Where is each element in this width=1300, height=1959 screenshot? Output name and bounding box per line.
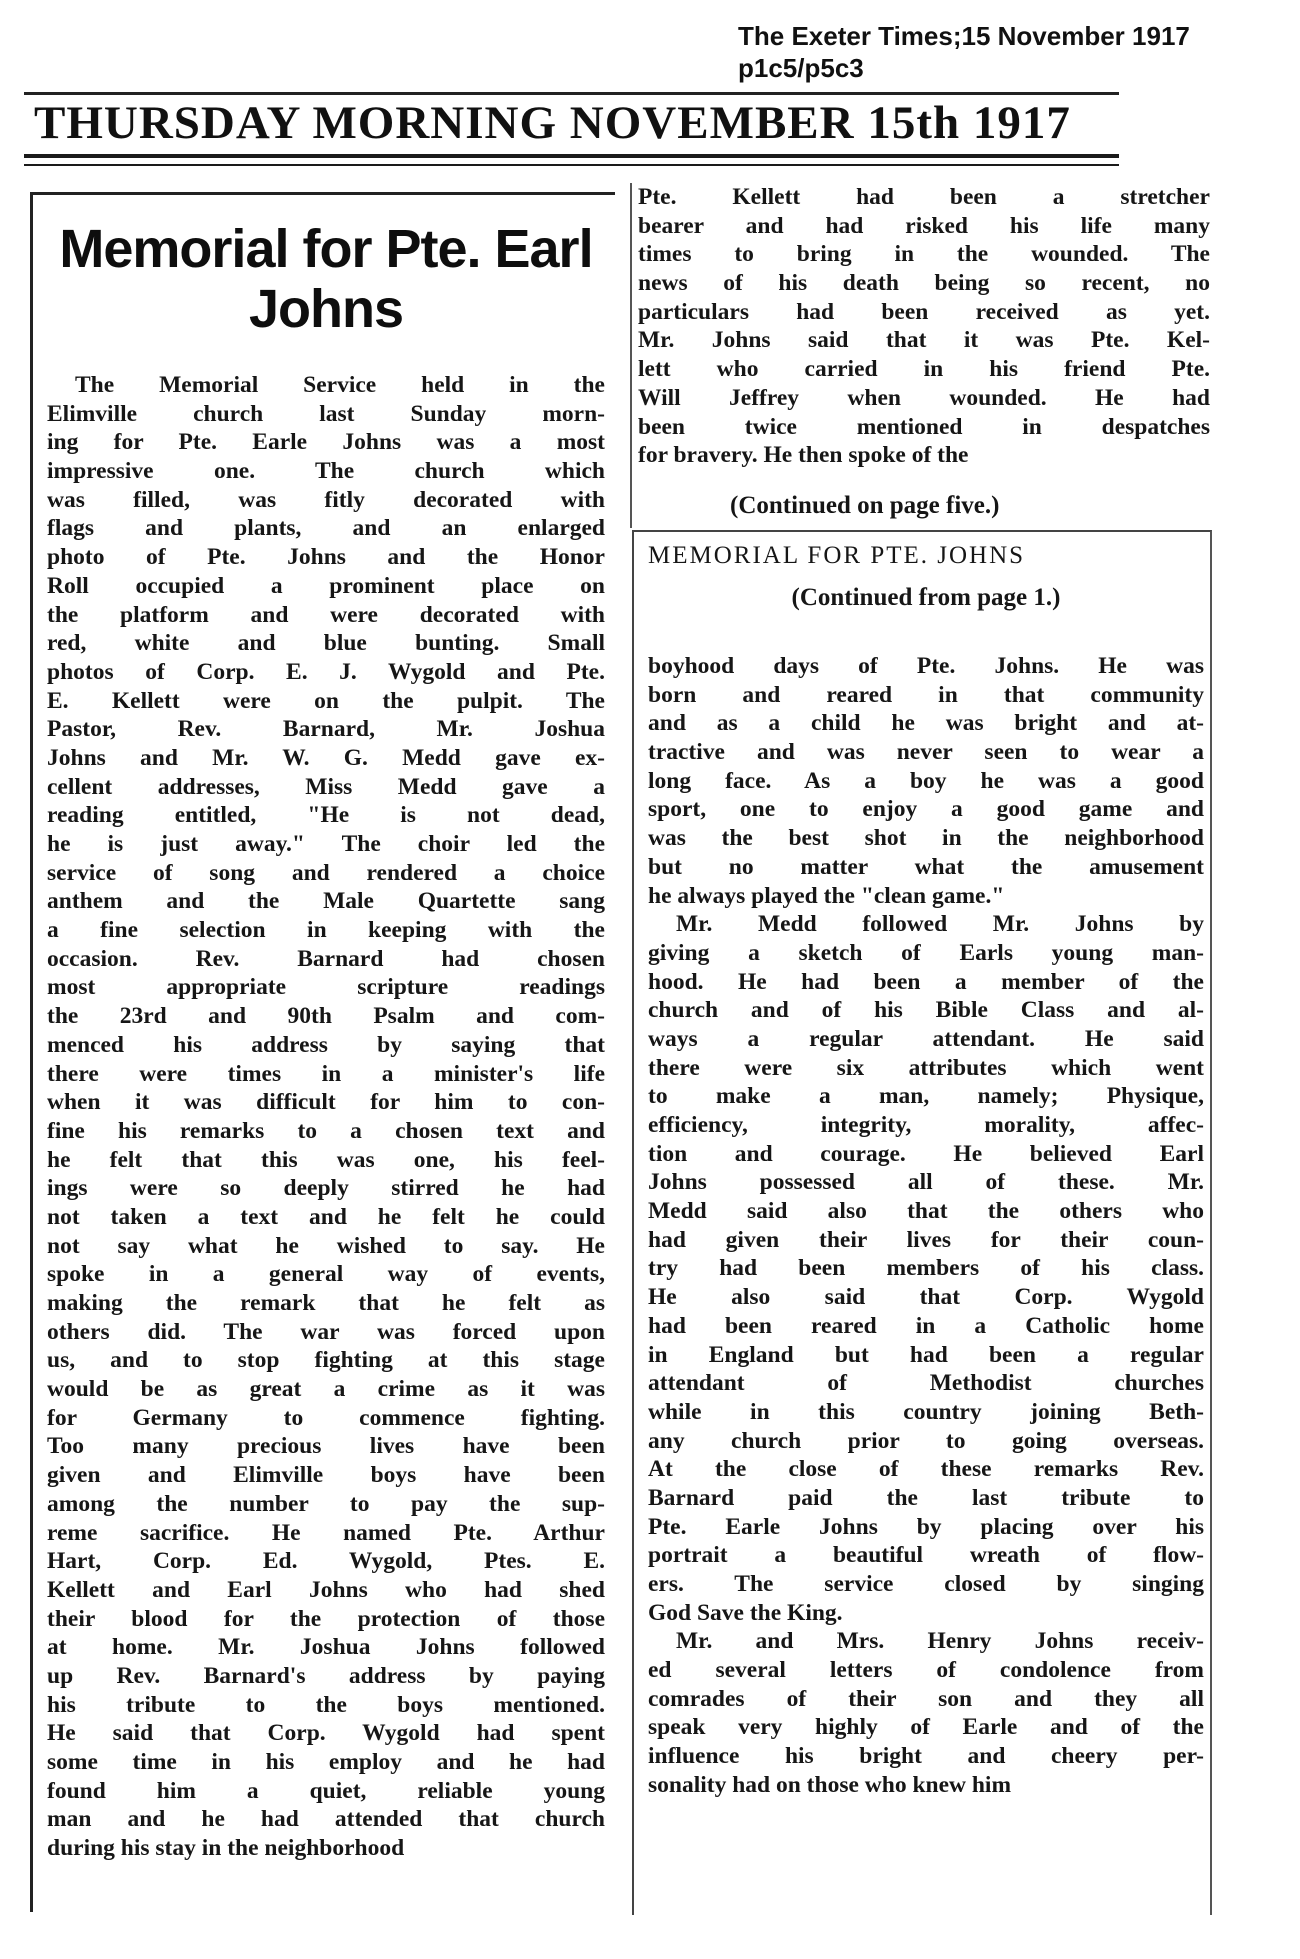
- article-continuation-column: [632, 530, 1212, 1915]
- article-text-line: to make a man, namely; Physique,: [648, 1083, 1204, 1110]
- article-text-line: found him a quiet, reliable young: [47, 1777, 605, 1804]
- article-text-line: portrait a beautiful wreath of flow-: [648, 1542, 1204, 1569]
- article-text-line: long face. As a boy he was a good: [648, 767, 1204, 794]
- article-text-line: comrades of their son and they all: [648, 1685, 1204, 1712]
- article-text-line: Kellett and Earl Johns who had shed: [47, 1576, 605, 1603]
- article-text-line: spoke in a general way of events,: [47, 1261, 605, 1288]
- article-text-line: speak very highly of Earle and of the: [648, 1714, 1204, 1741]
- article-text-line: but no matter what the amusement: [648, 853, 1204, 880]
- source-title: The Exeter Times;15 November 1917: [738, 21, 1190, 51]
- article-text-line: making the remark that he felt as: [47, 1290, 605, 1316]
- article-text-line: God Save the King.: [648, 1599, 843, 1626]
- article-text-line: he felt that this was one, his feel-: [47, 1146, 605, 1173]
- article-text-line: ways a regular attendant. He said: [648, 1025, 1204, 1052]
- article-text-line: news of his death being so recent, no: [638, 270, 1210, 297]
- article-text-line: The Memorial Service held in the: [75, 372, 605, 398]
- article-text-line: Too many precious lives have been: [47, 1433, 605, 1460]
- article-text-line: flags and plants, and an enlarged: [47, 515, 605, 542]
- article-text-line: Medd said also that the others who: [648, 1198, 1204, 1225]
- article-text-line: ings were so deeply stirred he had: [47, 1175, 605, 1202]
- article-text-line: At the close of these remarks Rev.: [648, 1456, 1204, 1483]
- article-text-line: not taken a text and he felt he could: [47, 1203, 605, 1230]
- article-text-line: Mr. Medd followed Mr. Johns by: [676, 911, 1204, 938]
- article-text-line: Barnard paid the last tribute to: [648, 1484, 1204, 1511]
- article-text-line: He said that Corp. Wygold had spent: [47, 1720, 605, 1747]
- article-text-line: not say what he wished to say. He: [47, 1232, 605, 1259]
- article-text-line: Pte. Kellett had been a stretcher: [638, 184, 1210, 210]
- article-text-line: times to bring in the wounded. The: [638, 241, 1210, 268]
- article-text-line: he is just away." The choir led the: [47, 831, 605, 857]
- article-text-line: influence his bright and cheery per-: [648, 1743, 1204, 1770]
- article-text-line: hood. He had been a member of the: [648, 968, 1204, 995]
- article-text-line: given and Elimville boys have been: [47, 1462, 605, 1489]
- article-text-line: service of song and rendered a choice: [47, 859, 605, 886]
- article-text-line: Pte. Earle Johns by placing over his: [648, 1513, 1204, 1540]
- article-body-left: [47, 371, 605, 1863]
- article-text-line: ing for Pte. Earle Johns was a most: [47, 429, 605, 456]
- article-text-line: was filled, was fitly decorated with: [47, 486, 605, 513]
- article-text-line: at home. Mr. Joshua Johns followed: [47, 1634, 605, 1661]
- article-text-line: Elimville church last Sunday morn-: [47, 400, 605, 427]
- article-text-line: Mr. and Mrs. Henry Johns receiv-: [676, 1628, 1204, 1655]
- article-text-line: in England but had been a regular: [648, 1341, 1204, 1368]
- article-text-line: E. Kellett were on the pulpit. The: [47, 687, 605, 714]
- article-text-line: try had been members of his class.: [648, 1255, 1204, 1282]
- article-text-line: efficiency, integrity, morality, affec-: [648, 1112, 1204, 1138]
- article-text-line: Will Jeffrey when wounded. He had: [638, 384, 1210, 411]
- article-text-line: sonality had on those who knew him: [648, 1771, 1012, 1798]
- article-text-line: during his stay in the neighborhood: [47, 1835, 405, 1862]
- article-text-line: us, and to stop fighting at this stage: [47, 1347, 605, 1374]
- article-text-line: Mr. Johns said that it was Pte. Kel-: [638, 327, 1210, 354]
- article-text-line: reme sacrifice. He named Pte. Arthur: [47, 1519, 605, 1546]
- masthead-rule-thin: [24, 164, 1119, 166]
- newspaper-masthead: [24, 92, 1119, 172]
- masthead-date: THURSDAY MORNING NOVEMBER 15th 1917: [34, 97, 1071, 149]
- article-text-line: while in this country joining Beth-: [648, 1398, 1204, 1425]
- article-text-line: Johns possessed all of these. Mr.: [648, 1169, 1204, 1196]
- article-text-line: the platform and were decorated with: [47, 601, 605, 628]
- article-text-line: Roll occupied a prominent place on: [47, 572, 605, 599]
- article-text-line: ers. The service closed by singing: [648, 1571, 1204, 1597]
- article-text-line: some time in his employ and he had: [47, 1749, 605, 1775]
- article-text-line: for bravery. He then spoke of the: [638, 442, 969, 469]
- continued-on-note: (Continued on page five.): [730, 492, 1000, 519]
- article-text-line: cellent addresses, Miss Medd gave a: [47, 773, 605, 800]
- source-page-ref: p1c5/p5c3: [738, 53, 864, 83]
- article-text-line: had been reared in a Catholic home: [648, 1312, 1204, 1339]
- article-text-line: particulars had been received as yet.: [638, 298, 1210, 325]
- article-body-continuation: [648, 652, 1204, 1800]
- article-text-line: any church prior to going overseas.: [648, 1427, 1204, 1454]
- article-text-line: Pastor, Rev. Barnard, Mr. Joshua: [47, 716, 605, 743]
- article-headline: [47, 219, 605, 339]
- article-text-line: anthem and the Male Quartette sang: [47, 888, 605, 915]
- article-text-line: red, white and blue bunting. Small: [47, 630, 605, 657]
- article-text-line: attendant of Methodist churches: [648, 1370, 1204, 1397]
- article-text-line: bearer and had risked his life many: [638, 212, 1210, 239]
- article-text-line: was the best shot in the neighborhood: [648, 825, 1204, 852]
- article-text-line: Johns and Mr. W. G. Medd gave ex-: [47, 744, 605, 771]
- article-text-line: there were six attributes which went: [648, 1054, 1204, 1081]
- article-text-line: and as a child he was bright and at-: [648, 710, 1204, 737]
- article-text-line: giving a sketch of Earls young man-: [648, 939, 1204, 966]
- masthead-top-rule: [24, 92, 1119, 95]
- article-left-column: [30, 192, 615, 1912]
- article-text-line: among the number to pay the sup-: [47, 1490, 605, 1517]
- continuation-headline: MEMORIAL FOR PTE. JOHNS: [648, 542, 1026, 569]
- article-text-line: tractive and was never seen to wear a: [648, 739, 1204, 766]
- article-text-line: their blood for the protection of those: [47, 1605, 605, 1632]
- source-citation: [738, 20, 1258, 84]
- article-text-line: had given their lives for their coun-: [648, 1226, 1204, 1253]
- article-text-line: tion and courage. He believed Earl: [648, 1140, 1204, 1167]
- article-text-line: man and he had attended that church: [47, 1806, 605, 1833]
- article-text-line: sport, one to enjoy a good game and: [648, 796, 1204, 823]
- article-text-line: photo of Pte. Johns and the Honor: [47, 544, 605, 571]
- article-text-line: photos of Corp. E. J. Wygold and Pte.: [47, 658, 605, 685]
- article-text-line: would be as great a crime as it was: [47, 1376, 605, 1403]
- article-text-line: impressive one. The church which: [47, 458, 605, 485]
- article-text-line: he always played the "clean game.": [648, 882, 1005, 909]
- article-text-line: most appropriate scripture readings: [47, 974, 605, 1001]
- article-text-line: menced his address by saying that: [47, 1031, 605, 1058]
- article-text-line: been twice mentioned in despatches: [638, 413, 1210, 440]
- article-text-line: ed several letters of condolence from: [648, 1657, 1204, 1684]
- article-text-line: He also said that Corp. Wygold: [648, 1284, 1204, 1311]
- article-text-line: church and of his Bible Class and al-: [648, 997, 1204, 1024]
- article-text-line: born and reared in that community: [648, 681, 1204, 708]
- headline-line-1: Memorial for Pte. Earl: [59, 219, 593, 279]
- article-text-line: lett who carried in his friend Pte.: [638, 356, 1210, 383]
- article-text-line: the 23rd and 90th Psalm and com-: [47, 1003, 605, 1030]
- article-text-line: when it was difficult for him to con-: [47, 1089, 605, 1116]
- article-text-line: up Rev. Barnard's address by paying: [47, 1662, 605, 1689]
- article-text-line: boyhood days of Pte. Johns. He was: [648, 653, 1204, 679]
- article-right-column-top: [630, 183, 1210, 528]
- article-text-line: a fine selection in keeping with the: [47, 917, 605, 944]
- article-body-right-top: [638, 183, 1210, 470]
- article-text-line: for Germany to commence fighting.: [47, 1404, 605, 1431]
- article-text-line: others did. The war was forced upon: [47, 1318, 605, 1345]
- article-text-line: there were times in a minister's life: [47, 1060, 605, 1087]
- article-text-line: occasion. Rev. Barnard had chosen: [47, 945, 605, 972]
- continued-from-note: (Continued from page 1.): [791, 584, 1061, 611]
- headline-line-2: Johns: [248, 279, 404, 339]
- article-text-line: fine his remarks to a chosen text and: [47, 1117, 605, 1144]
- masthead-rule-thick: [24, 154, 1119, 158]
- article-text-line: Hart, Corp. Ed. Wygold, Ptes. E.: [47, 1548, 605, 1575]
- article-text-line: his tribute to the boys mentioned.: [47, 1691, 605, 1718]
- article-text-line: reading entitled, "He is not dead,: [47, 802, 605, 829]
